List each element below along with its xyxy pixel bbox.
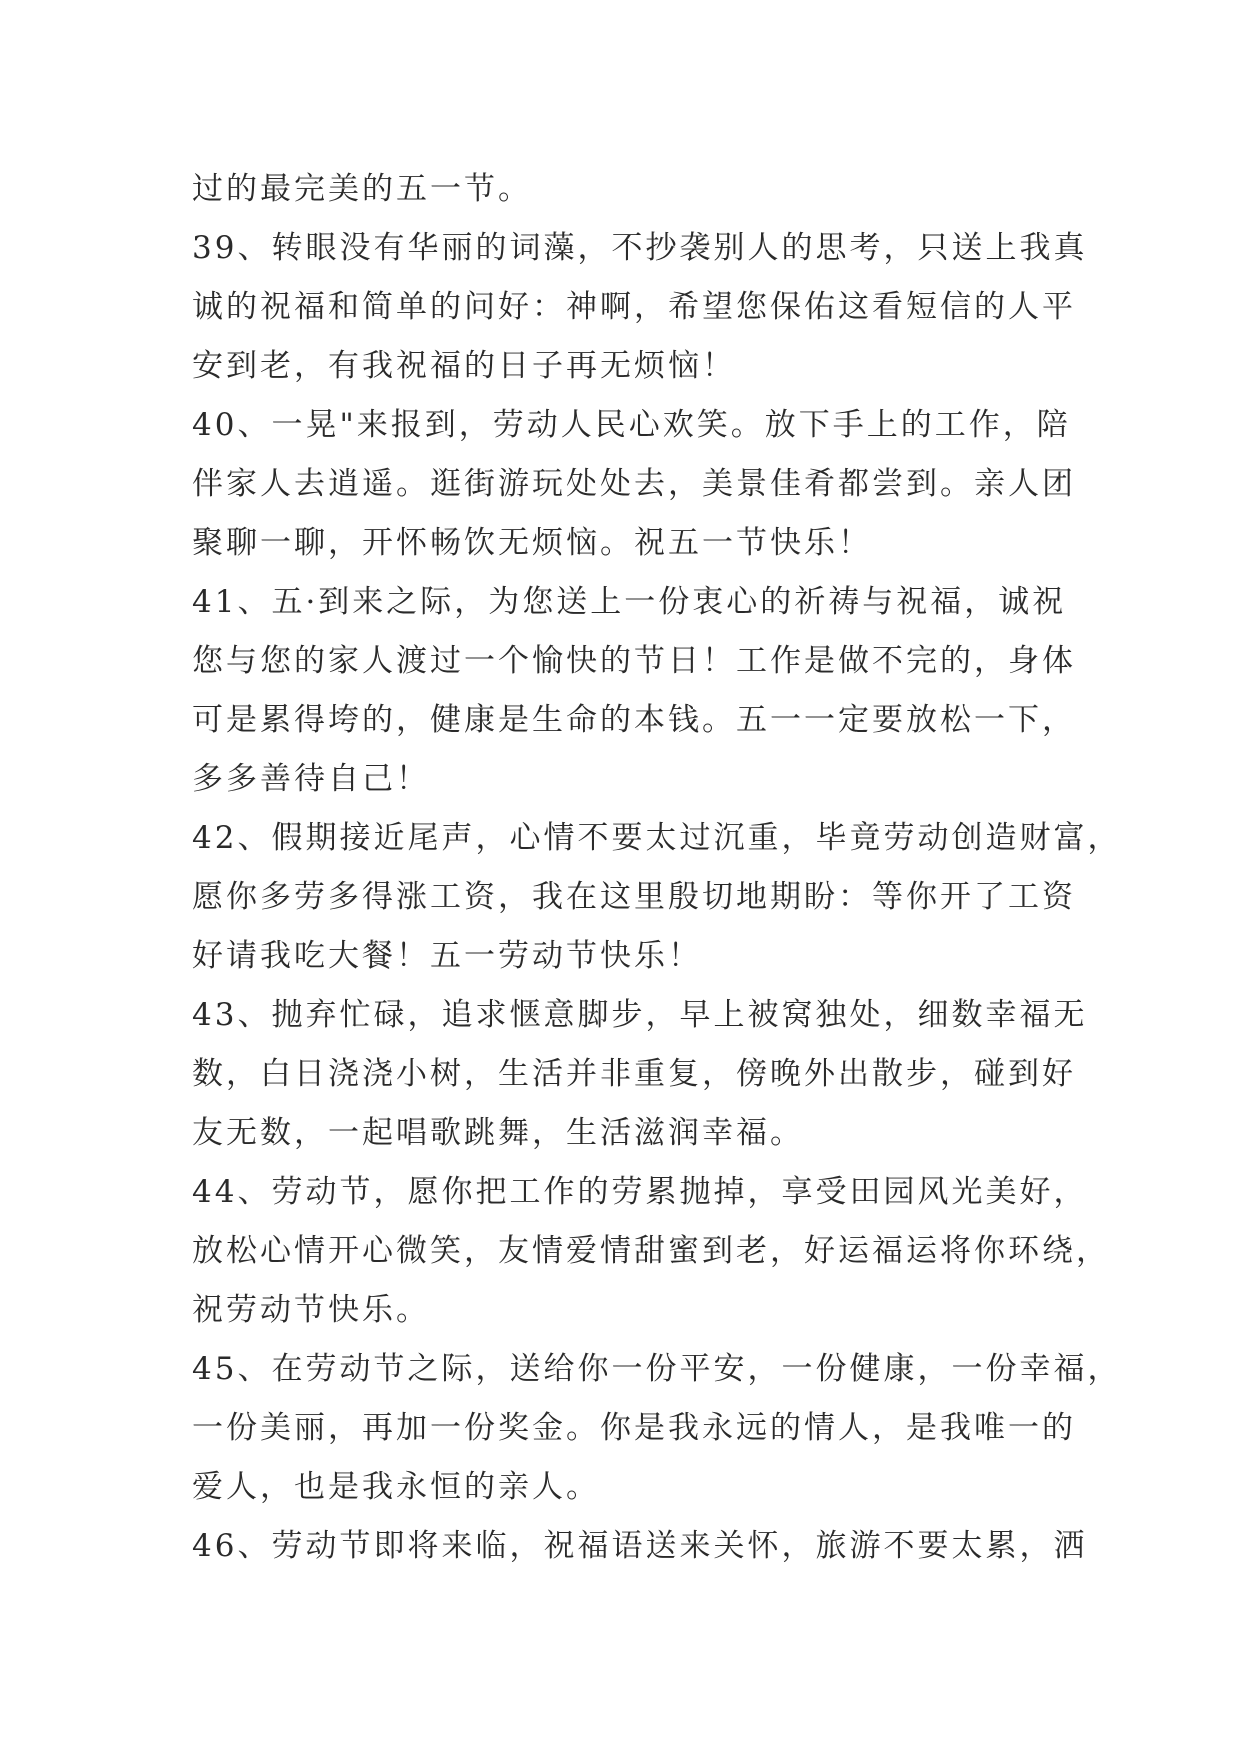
text-line: 诚的祝福和简单的问好：神啊，希望您保佑这看短信的人平 [192,289,1076,325]
text-line: 爱人，也是我永恒的亲人。 [192,1469,600,1505]
text-line: 聚聊一聊，开怀畅饮无烦恼。祝五一节快乐！ [192,525,872,561]
text-line: 您与您的家人渡过一个愉快的节日！工作是做不完的，身体 [192,643,1076,679]
text-line: 过的最完美的五一节。 [192,171,532,207]
text-line: 友无数，一起唱歌跳舞，生活滋润幸福。 [192,1115,804,1151]
text-line: 可是累得垮的，健康是生命的本钱。五一一定要放松一下， [192,702,1076,738]
text-line: 伴家人去逍遥。逛街游玩处处去，美景佳肴都尝到。亲人团 [192,466,1076,502]
document-body [192,160,1122,1576]
text-line: 45、在劳动节之际，送给你一份平安，一份健康，一份幸福， [192,1351,1122,1387]
text-line: 41、五·到来之际，为您送上一份衷心的祈祷与祝福，诚祝 [192,584,1067,620]
text-line: 43、抛弃忙碌，追求惬意脚步，早上被窝独处，细数幸福无 [192,997,1088,1033]
text-line: 40、一晃"来报到，劳动人民心欢笑。放下手上的工作，陪 [192,407,1071,443]
text-line: 数，白日浇浇小树，生活并非重复，傍晚外出散步，碰到好 [192,1056,1076,1092]
text-line: 44、劳动节，愿你把工作的劳累抛掉，享受田园风光美好， [192,1174,1088,1210]
text-line: 安到老，有我祝福的日子再无烦恼！ [192,348,736,384]
text-line: 好请我吃大餐！五一劳动节快乐！ [192,938,702,974]
text-line: 39、转眼没有华丽的词藻，不抄袭别人的思考，只送上我真 [192,230,1088,266]
text-line: 祝劳动节快乐。 [192,1292,430,1328]
text-line: 放松心情开心微笑，友情爱情甜蜜到老，好运福运将你环绕， [192,1233,1110,1269]
text-line: 42、假期接近尾声，心情不要太过沉重，毕竟劳动创造财富， [192,820,1122,856]
text-line: 46、劳动节即将来临，祝福语送来关怀，旅游不要太累，洒 [192,1528,1088,1564]
text-line: 多多善待自己！ [192,761,430,797]
text-line: 愿你多劳多得涨工资，我在这里殷切地期盼：等你开了工资 [192,879,1076,915]
text-line: 一份美丽，再加一份奖金。你是我永远的情人，是我唯一的 [192,1410,1076,1446]
